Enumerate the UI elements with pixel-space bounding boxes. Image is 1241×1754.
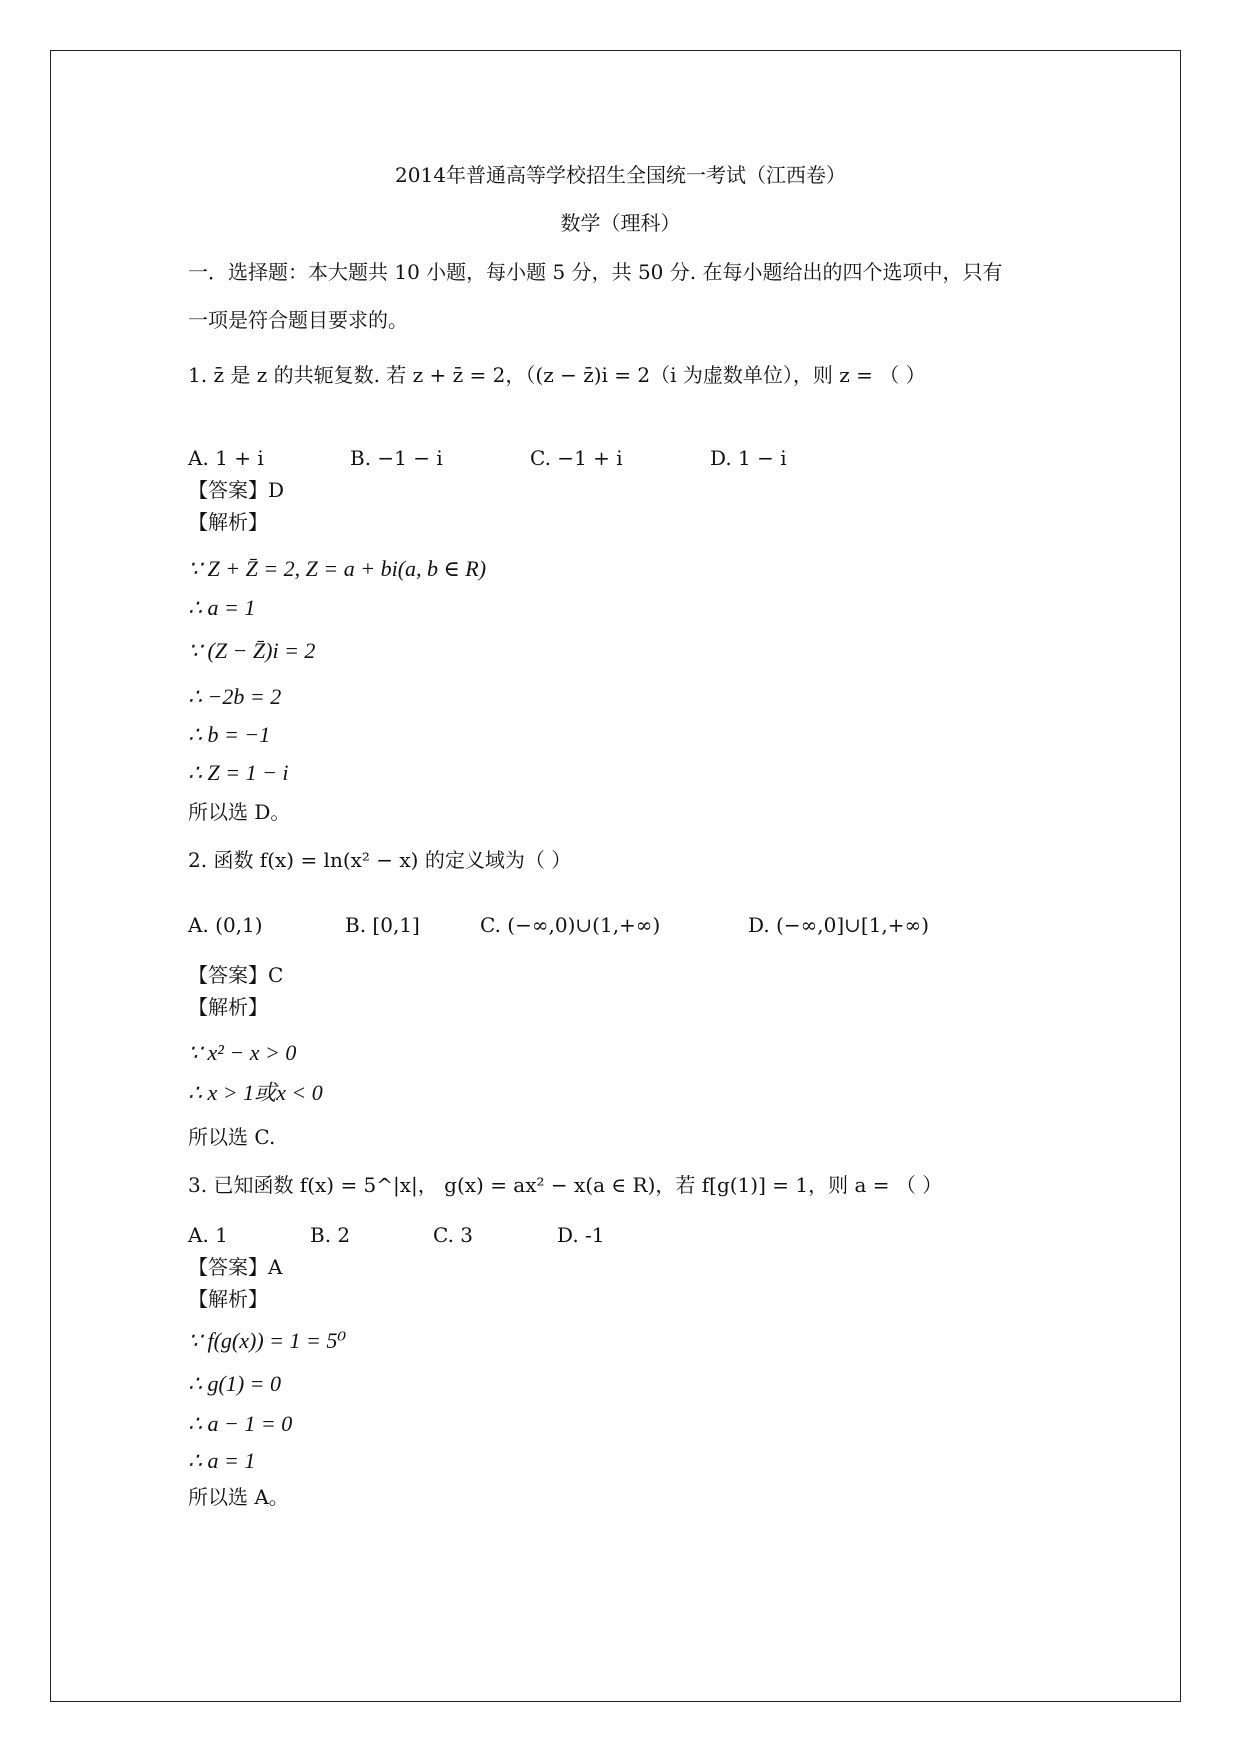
q1-step-2: ∴ a = 1 [188,595,256,620]
q2-answer: 【答案】C [188,963,284,987]
q2-option-a: A. (0,1) [188,913,263,937]
page-title: 2014年普通高等学校招生全国统一考试（江西卷） [395,163,846,187]
q1-step-5: ∴ b = −1 [188,722,271,747]
q1-step-3: ∵ (Z − Z̄)i = 2 [188,638,316,663]
page-subtitle: 数学（理科） [560,211,681,235]
q3-analysis-label: 【解析】 [188,1287,268,1311]
q3-step-3: ∴ a − 1 = 0 [188,1411,293,1436]
q1-step-1: ∵ Z + Z̄ = 2, Z = a + bi(a, b ∈ R) [188,556,487,581]
q2-step-2: ∴ x > 1或x < 0 [188,1080,323,1105]
q3-option-c: C. 3 [433,1223,474,1247]
q3-option-d: D. -1 [557,1223,605,1247]
q1-stem: 1. z̄ 是 z 的共轭复数. 若 z + z̄ = 2，（(z − z̄)i = 2（i 为虚数单位），则 z = （ ） [188,363,926,387]
q3-option-b: B. 2 [310,1223,351,1247]
q3-step-1: ∵ f(g(x)) = 1 = 5⁰ [188,1328,347,1353]
q1-analysis-label: 【解析】 [188,510,268,534]
q2-step-1: ∵ x² − x > 0 [188,1040,297,1065]
q1-answer: 【答案】D [188,478,285,502]
q2-option-b: B. [0,1] [345,913,420,937]
q3-conclusion: 所以选 A。 [188,1485,289,1509]
q3-answer: 【答案】A [188,1255,283,1279]
q3-stem: 3. 已知函数 f(x) = 5^|x|， g(x) = ax² − x(a ∈ R)，若 f[g(1)] = 1，则 a = （ ） [188,1173,943,1197]
q1-step-6: ∴ Z = 1 − i [188,760,289,785]
q1-step-4: ∴ −2b = 2 [188,684,282,709]
section-intro-line-2: 一项是符合题目要求的。 [188,308,408,332]
q3-step-2: ∴ g(1) = 0 [188,1371,281,1396]
q2-option-d: D. (−∞,0]∪[1,+∞) [748,913,930,937]
q2-option-c: C. (−∞,0)∪(1,+∞) [480,913,661,937]
q2-conclusion: 所以选 C. [188,1125,276,1149]
q2-analysis-label: 【解析】 [188,995,268,1019]
q2-stem: 2. 函数 f(x) = ln(x² − x) 的定义域为（ ） [188,848,572,872]
q1-option-d: D. 1 − i [710,446,787,470]
q3-option-a: A. 1 [188,1223,228,1247]
q1-conclusion: 所以选 D。 [188,800,291,824]
q1-option-c: C. −1 + i [530,446,623,470]
q1-option-b: B. −1 − i [350,446,443,470]
q1-option-a: A. 1 + i [188,446,264,470]
q3-step-4: ∴ a = 1 [188,1448,256,1473]
section-intro-line-1: 一．选择题：本大题共 10 小题，每小题 5 分，共 50 分. 在每小题给出的四个选项中，只有 [188,260,1003,284]
